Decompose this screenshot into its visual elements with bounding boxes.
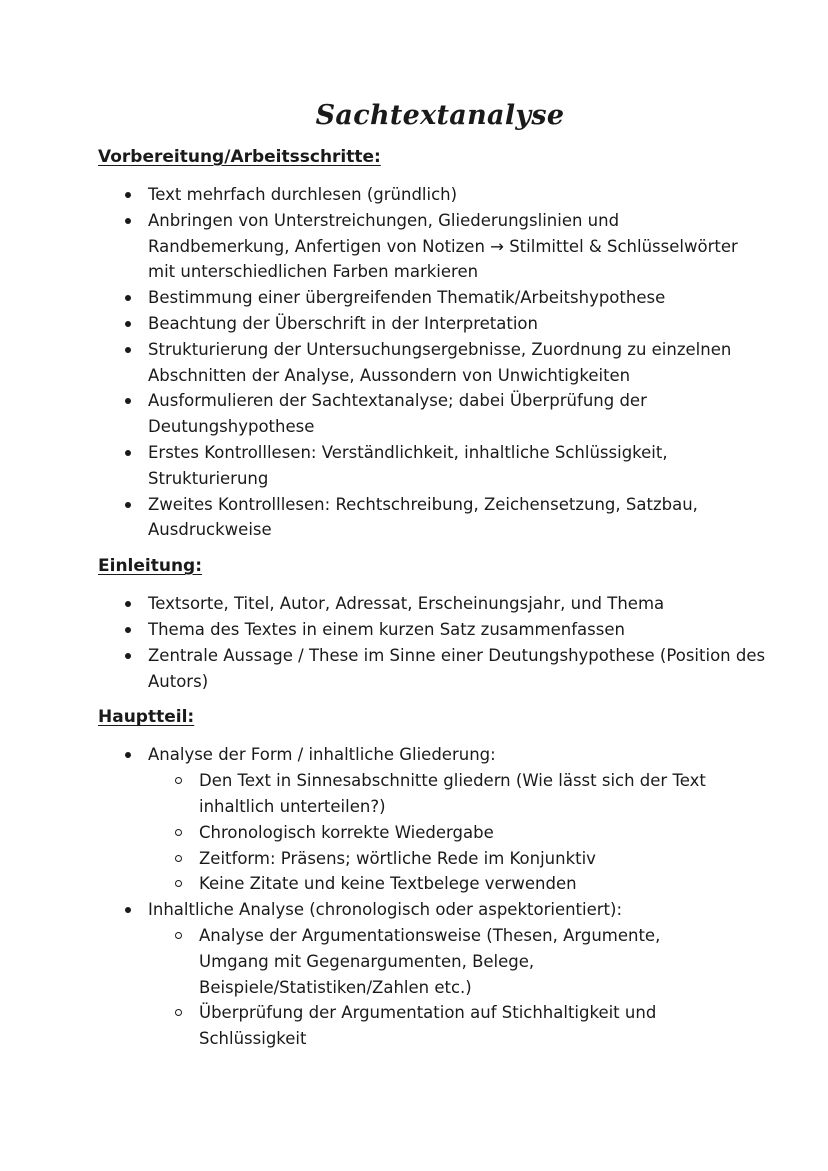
bullet-icon bbox=[125, 601, 131, 607]
list-item bbox=[148, 897, 768, 1052]
list-item bbox=[148, 182, 768, 208]
section-heading-vorbereitung: Vorbereitung/Arbeitsschritte: bbox=[98, 147, 381, 167]
circle-bullet-icon bbox=[175, 880, 182, 887]
list-item-text: Ausformulieren der Sachtextanalyse; dabei Überprüfung der Deutungshypothese bbox=[148, 391, 647, 437]
bullet-list-hauptteil bbox=[98, 742, 768, 1052]
list-item bbox=[148, 492, 768, 544]
bullet-icon bbox=[125, 295, 131, 301]
bullet-icon bbox=[125, 450, 131, 456]
list-item-text: Thema des Textes in einem kurzen Satz zusammenfassen bbox=[148, 619, 625, 639]
sub-list-item-text: Chronologisch korrekte Wiedergabe bbox=[199, 822, 494, 842]
document-title: Sachtextanalyse bbox=[315, 100, 565, 131]
sub-list-item-text: Überprüfung der Argumentation auf Stichhaltigkeit und Schlüssigkeit bbox=[199, 1003, 657, 1049]
bullet-icon bbox=[125, 192, 131, 198]
list-item-text: Zentrale Aussage / These im Sinne einer Deutungshypothese (Position des Autors) bbox=[148, 645, 766, 691]
sub-list-item-text: Analyse der Argumentationsweise (Thesen, Argumente, Umgang mit Gegenargumenten, Belege, Beispiele/Statistiken/Zahlen etc.) bbox=[199, 925, 661, 997]
list-item bbox=[148, 643, 768, 695]
bullet-list-vorbereitung bbox=[98, 182, 768, 543]
section-heading-hauptteil: Hauptteil: bbox=[98, 707, 195, 728]
list-item bbox=[148, 208, 768, 285]
section-heading-einleitung: Einleitung: bbox=[98, 556, 203, 577]
sub-list-item bbox=[199, 846, 768, 872]
list-item-text: Strukturierung der Untersuchungsergebnisse, Zuordnung zu einzelnen Abschnitten der Analyse, Aussondern von Unwichtigkeiten bbox=[148, 339, 732, 385]
bullet-icon bbox=[125, 347, 131, 353]
bullet-icon bbox=[125, 752, 131, 758]
circle-bullet-icon bbox=[175, 829, 182, 836]
bullet-icon bbox=[125, 398, 131, 404]
list-item-text: Bestimmung einer übergreifenden Thematik/Arbeitshypothese bbox=[148, 288, 666, 308]
list-item bbox=[148, 337, 768, 389]
bullet-icon bbox=[125, 218, 131, 224]
sub-list-item bbox=[199, 768, 768, 820]
list-item bbox=[148, 388, 768, 440]
list-item-text: Zweites Kontrolllesen: Rechtschreibung, Zeichensetzung, Satzbau, Ausdruckweise bbox=[148, 494, 698, 540]
list-item bbox=[148, 591, 768, 617]
list-item bbox=[148, 742, 768, 897]
bullet-icon bbox=[125, 321, 131, 327]
list-item-text: Text mehrfach durchlesen (gründlich) bbox=[148, 185, 458, 204]
sub-list-item bbox=[199, 923, 768, 1000]
sub-list-item-text: Zeitform: Präsens; wörtliche Rede im Konjunktiv bbox=[199, 848, 596, 868]
sub-list-form bbox=[148, 768, 768, 897]
circle-bullet-icon bbox=[175, 1009, 182, 1016]
sub-list-analyse bbox=[148, 923, 768, 1052]
sub-list-item bbox=[199, 871, 768, 897]
circle-bullet-icon bbox=[175, 932, 182, 939]
list-item bbox=[148, 617, 768, 643]
bullet-icon bbox=[125, 627, 131, 633]
list-item bbox=[148, 285, 768, 311]
list-item-text: Beachtung der Überschrift in der Interpretation bbox=[148, 313, 538, 333]
list-item-text: Anbringen von Unterstreichungen, Gliederungslinien und Randbemerkung, Anfertigen von Notizen → Stilmittel & Schlüsselwörter mit unterschiedlichen Farben markieren bbox=[148, 210, 738, 282]
list-item bbox=[148, 440, 768, 492]
sub-list-item bbox=[199, 820, 768, 846]
sub-list-item-text: Keine Zitate und keine Textbelege verwenden bbox=[199, 874, 577, 894]
bullet-icon bbox=[125, 653, 131, 659]
list-item-text: Textsorte, Titel, Autor, Adressat, Erscheinungsjahr, und Thema bbox=[148, 594, 665, 614]
list-item-text: Erstes Kontrolllesen: Verständlichkeit, inhaltliche Schlüssigkeit, Strukturierung bbox=[148, 442, 668, 488]
sub-list-item bbox=[199, 1000, 768, 1052]
bullet-icon bbox=[125, 502, 131, 508]
bullet-icon bbox=[125, 907, 131, 913]
circle-bullet-icon bbox=[175, 855, 182, 862]
list-item-text: Analyse der Form / inhaltliche Gliederung: bbox=[148, 745, 496, 765]
sub-list-item-text: Den Text in Sinnesabschnitte gliedern (Wie lässt sich der Text inhaltlich unterteilen?) bbox=[199, 771, 706, 816]
bullet-list-einleitung bbox=[98, 591, 768, 694]
circle-bullet-icon bbox=[175, 777, 182, 784]
list-item-text: Inhaltliche Analyse (chronologisch oder aspektorientiert): bbox=[148, 900, 623, 920]
list-item bbox=[148, 311, 768, 337]
